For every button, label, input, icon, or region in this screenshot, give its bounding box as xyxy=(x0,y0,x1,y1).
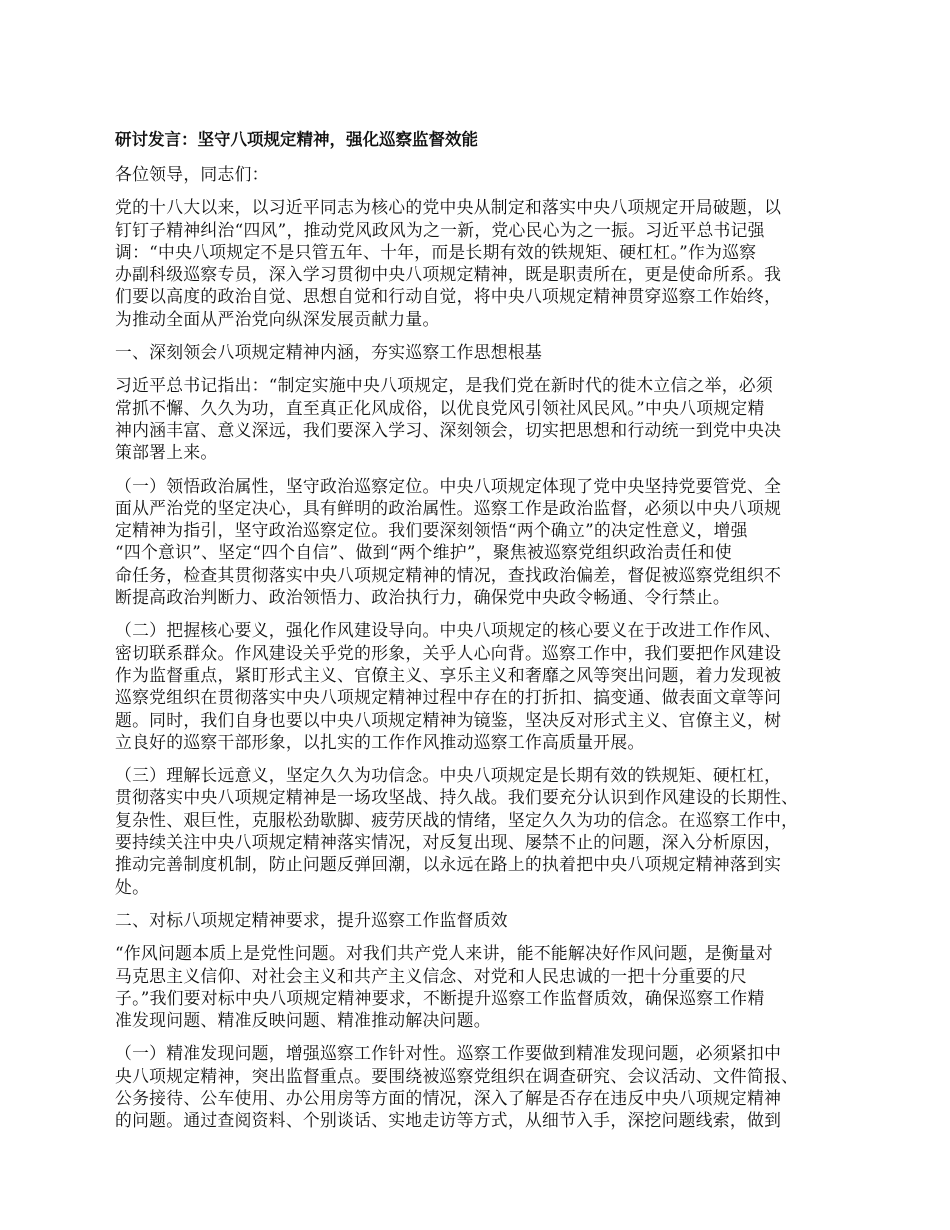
text-line: 要持续关注中央八项规定精神落实情况，对反复出现、屡禁不止的问题，深入分析原因， xyxy=(115,832,782,853)
text-line: 面从严治党的坚定决心，具有鲜明的政治属性。巡察工作是政治监督，必须以中央八项规 xyxy=(115,497,782,518)
text-line: 一、深刻领会八项规定精神内涵，夯实巡察工作思想根基 xyxy=(115,342,543,363)
text-line: （三）理解长远意义，坚定久久为功信念。中央八项规定是长期有效的铁规矩、硬杠杠， xyxy=(115,765,782,786)
section-2-heading xyxy=(115,909,845,931)
text-line: 办副科级巡察专员，深入学习贯彻中央八项规定精神，既是职责所在，更是使命所系。我 xyxy=(115,264,782,285)
intro xyxy=(115,196,845,330)
text-line: “四个意识”、坚定“四个自信”、做到“两个维护”，聚焦被巡察党组织政治责任和使 xyxy=(115,542,732,563)
document-title: 研讨发言：坚守八项规定精神，强化巡察监督效能 xyxy=(115,130,478,149)
text-line: 巡察党组织在贯彻落实中央八项规定精神过程中存在的打折扣、搞变通、做表面文章等问 xyxy=(115,687,782,708)
text-line: 准发现问题、精准反映问题、精准推动解决问题。 xyxy=(115,1010,491,1031)
document-page xyxy=(115,129,845,1143)
text-line: 题。同时，我们自身也要以中央八项规定精神为镜鉴，坚决反对形式主义、官僚主义，树 xyxy=(115,709,782,730)
section-2-point-1 xyxy=(115,1042,845,1131)
text-line: 命任务，检查其贯彻落实中央八项规定精神的情况，查找政治偏差，督促被巡察党组织不 xyxy=(115,564,782,585)
text-line: 央八项规定精神，突出监督重点。要围绕被巡察党组织在调查研究、会议活动、文件简报、 xyxy=(115,1065,799,1086)
section-1-heading xyxy=(115,341,845,363)
section-1-point-1 xyxy=(115,475,845,609)
section-1-point-2 xyxy=(115,619,845,753)
text-line: 钉钉子精神纠治“四风”，推动党风政风为之一新，党心民心为之一振。习近平总书记强 xyxy=(115,219,765,240)
text-line: 密切联系群众。作风建设关乎党的形象，关乎人心向背。巡察工作中，我们要把作风建设 xyxy=(115,642,782,663)
text-line: 复杂性、艰巨性，克服松劲歇脚、疲劳厌战的情绪，坚定久久为功的信念。在巡察工作中， xyxy=(115,809,799,830)
text-line: 策部署上来。 xyxy=(115,442,218,463)
text-line: 为推动全面从严治党向纵深发展贡献力量。 xyxy=(115,308,440,329)
text-line: 的问题。通过查阅资料、个别谈话、实地走访等方式，从细节入手，深挖问题线索，做到 xyxy=(115,1110,782,1131)
text-line: 公务接待、公车使用、办公用房等方面的情况，深入了解是否存在违反中央八项规定精神 xyxy=(115,1087,782,1108)
text-line: 贯彻落实中央八项规定精神是一场攻坚战、持久战。我们要充分认识到作风建设的长期性、 xyxy=(115,787,799,808)
text-line: 党的十八大以来，以习近平同志为核心的党中央从制定和落实中央八项规定开局破题，以 xyxy=(115,197,782,218)
text-line: 神内涵丰富、意义深远，我们要深入学习、深刻领会，切实把思想和行动统一到党中央决 xyxy=(115,419,782,440)
text-line: （二）把握核心要义，强化作风建设导向。中央八项规定的核心要义在于改进工作作风、 xyxy=(115,620,782,641)
text-line: 立良好的巡察干部形象，以扎实的工作作风推动巡察工作高质量开展。 xyxy=(115,731,645,752)
text-line: 们要以高度的政治自觉、思想自觉和行动自觉，将中央八项规定精神贯穿巡察工作始终， xyxy=(115,286,782,307)
text-line: （一）领悟政治属性，坚守政治巡察定位。中央八项规定体现了党中央坚持党要管党、全 xyxy=(115,475,782,496)
text-line: 二、对标八项规定精神要求，提升巡察工作监督质效 xyxy=(115,909,508,930)
text-line: 定精神为指引，坚守政治巡察定位。我们要深刻领悟“两个确立”的决定性意义，增强 xyxy=(115,520,748,541)
document-body xyxy=(115,163,845,1132)
text-line: 断提高政治判断力、政治领悟力、政治执行力，确保党中央政令畅通、令行禁止。 xyxy=(115,587,730,608)
text-line: 子。”我们要对标中央八项规定精神要求，不断提升巡察工作监督质效，确保巡察工作精 xyxy=(115,987,765,1008)
text-line: 马克思主义信仰、对社会主义和共产主义信念、对党和人民忠诚的一把十分重要的尺 xyxy=(115,965,748,986)
text-line: （一）精准发现问题，增强巡察工作针对性。巡察工作要做到精准发现问题，必须紧扣中 xyxy=(115,1043,782,1064)
text-line: 常抓不懈、久久为功，直至真正化风成俗，以优良党风引领社风民风。”中央八项规定精 xyxy=(115,397,765,418)
section-2-intro xyxy=(115,942,845,1031)
text-line: “作风问题本质上是党性问题。对我们共产党人来讲，能不能解决好作风问题，是衡量对 xyxy=(115,943,773,964)
section-1-intro xyxy=(115,374,845,463)
text-line: 处。 xyxy=(115,876,150,897)
text-line: 调：“中央八项规定不是只管五年、十年，而是长期有效的铁规矩、硬杠杠。”作为巡察 xyxy=(115,241,757,262)
greeting xyxy=(115,163,845,185)
text-line: 各位领导，同志们： xyxy=(115,164,269,184)
section-1-point-3 xyxy=(115,764,845,898)
text-line: 习近平总书记指出：“制定实施中央八项规定，是我们党在新时代的徙木立信之举，必须 xyxy=(115,375,773,396)
text-line: 作为监督重点，紧盯形式主义、官僚主义、享乐主义和奢靡之风等突出问题，着力发现被 xyxy=(115,664,782,685)
text-line: 推动完善制度机制，防止问题反弹回潮，以永远在路上的执着把中央八项规定精神落到实 xyxy=(115,854,782,875)
